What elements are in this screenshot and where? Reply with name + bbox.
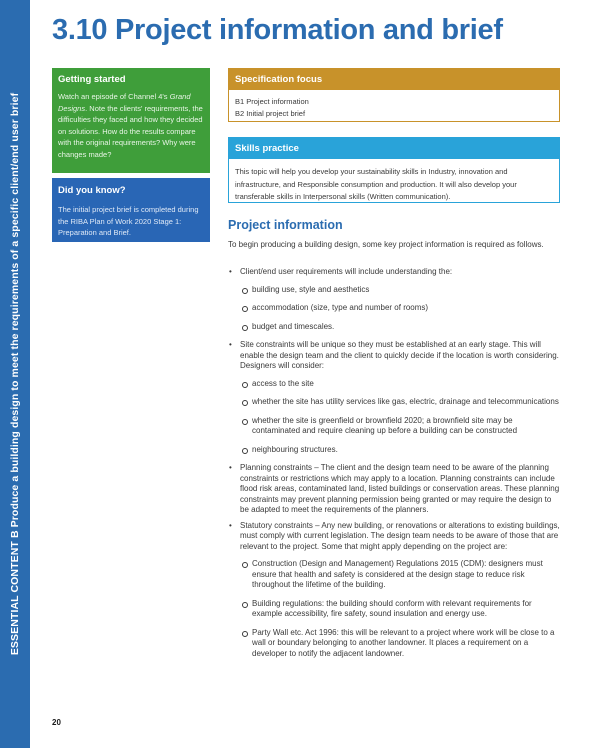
side-band-text: ESSENTIAL CONTENT B Produce a building design to meet the requirements of a specific client/end user brief xyxy=(9,92,21,656)
sub-list-item: whether the site has utility services like gas, electric, drainage and telecommunications xyxy=(240,397,560,408)
sub-list xyxy=(240,559,560,659)
specification-focus-box xyxy=(228,68,560,122)
skills-practice-heading: Skills practice xyxy=(229,138,559,159)
list-item xyxy=(228,267,560,332)
sub-list-item: accommodation (size, type and number of rooms) xyxy=(240,303,560,314)
getting-started-italic: Grand Designs xyxy=(58,92,191,113)
getting-started-text-before: Watch an episode of Channel 4's xyxy=(58,92,170,101)
sub-list-item: access to the site xyxy=(240,379,560,390)
did-you-know-box xyxy=(52,178,210,242)
list-item xyxy=(228,340,560,455)
sub-list-item: Construction (Design and Management) Regulations 2015 (CDM): designers must ensure that health and safety is considered at the design stage to reduce risk throughout the lifetime of the building. xyxy=(240,559,560,591)
list-item-text: Statutory constraints – Any new building, or renovations or alterations to existing buildings, must comply with current legislation. The design team needs to be aware of those that are relevant to the project. Some that might apply depending on the project are: xyxy=(240,520,560,551)
getting-started-text-after: . Note the clients' requirements, the difficulties they faced and how they decided on solutions. How do the results compare with the original requirements? Why were changes made? xyxy=(58,103,203,159)
list-item-text: Site constraints will be unique so they must be established at an early stage. This will enable the design team and the client to quickly decide if the location is worth considering. Designers will consider: xyxy=(240,340,559,370)
getting-started-heading: Getting started xyxy=(58,74,126,85)
skills-practice-text: This topic will help you develop your sustainability skills in Industry, innovation and infrastructure, and Responsible consumption and production. It will also develop your transferable skills in Interpersonal skills (Written communication). xyxy=(235,167,517,201)
sub-list-item: neighbouring structures. xyxy=(240,445,560,456)
section-heading: Project information xyxy=(228,218,343,232)
getting-started-text xyxy=(52,89,210,167)
sub-list xyxy=(240,285,560,333)
project-information-list xyxy=(228,267,560,667)
sub-list-item: Building regulations: the building should conform with relevant requirements for example accessibility, fire safety, sound insulation and energy use. xyxy=(240,599,560,620)
skills-practice-box xyxy=(228,137,560,203)
sub-list-item: budget and timescales. xyxy=(240,322,560,333)
specification-item: B1 Project information xyxy=(235,97,309,106)
sub-list xyxy=(240,379,560,456)
side-band xyxy=(0,0,30,748)
getting-started-box xyxy=(52,68,210,173)
specification-item: B2 Initial project brief xyxy=(235,109,306,118)
page-number: 20 xyxy=(52,718,61,727)
page-title: 3.10 Project information and brief xyxy=(52,14,503,46)
list-item xyxy=(228,463,560,516)
list-item xyxy=(228,521,560,660)
list-item-text: Planning constraints – The client and the design team need to be aware of the planning constraints or restrictions which may apply to a location. Planning constraints can include flood risk areas, contaminated land, listed buildings or conservation areas. These planning constraints may prevent planning permission being granted or may require the design to be adapted to meet the requirements of the planners. xyxy=(240,463,560,514)
specification-focus-body xyxy=(229,90,559,120)
did-you-know-heading: Did you know? xyxy=(58,185,126,196)
sub-list-item: building use, style and aesthetics xyxy=(240,285,560,296)
specification-focus-heading: Specification focus xyxy=(229,69,559,90)
sub-list-item: Party Wall etc. Act 1996: this will be relevant to a project where work will be close to a wall or boundary belonging to another landowner. It places a requirement on a developer to notify the adjacent landowner. xyxy=(240,628,560,660)
section-intro: To begin producing a building design, some key project information is required as follows. xyxy=(228,240,544,249)
list-item-text: Client/end user requirements will include understanding the: xyxy=(240,267,453,276)
did-you-know-text: The initial project brief is completed during the RIBA Plan of Work 2020 Stage 1: Preparation and Brief. xyxy=(58,205,199,238)
sub-list-item: whether the site is greenfield or brownfield 2020; a brownfield site may be contaminated and require cleaning up before a building can be constructed xyxy=(240,416,560,437)
